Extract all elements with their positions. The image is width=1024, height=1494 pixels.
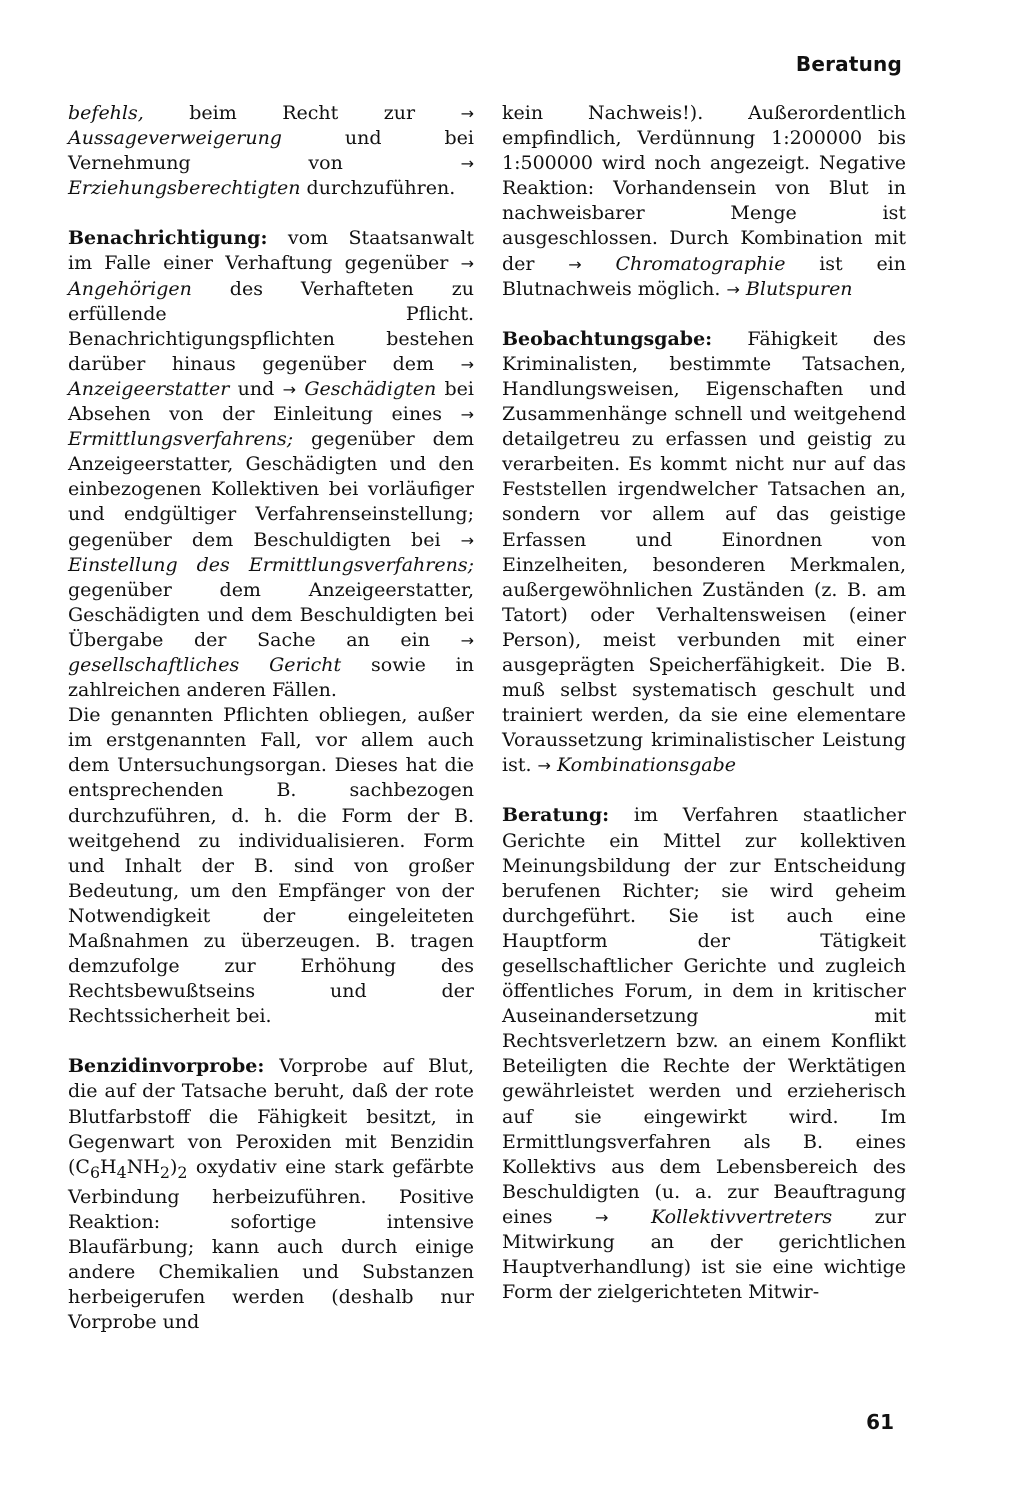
entry-text: im Verfahren staatlicher Gerichte ein Mittel zur kollektiven Meinungsbildung der zur Entscheidung berufenen Richter; sie wird geheim durchgeführt. Sie ist auch eine Hauptform der Tätigkeit gesellschaftlicher Gerichte und zugleich öffentliches Forum, in dem in kritischer Auseinandersetzung mit Rechtsverletzern bzw. an einem Konflikt Beteiligten die Rechte der Werktätigen gewährleistet werden und erzieherisch auf sie eingewirkt wird. Im Ermittlungsverfahren als B. eines Kollektivs aus dem Lebensbereich des Beschuldigten (u. a. zur Beauftragung eines xyxy=(502,804,906,1228)
cross-reference: Erziehungsberechtigten xyxy=(68,177,301,200)
right-column xyxy=(502,101,906,1330)
entry-text: durchzuführen. xyxy=(300,177,456,200)
page-number: 61 xyxy=(866,1410,894,1434)
entry-beobachtungsgabe xyxy=(502,327,906,779)
arrow-icon: → xyxy=(460,405,474,425)
subscript: 2 xyxy=(177,1162,188,1182)
entry-text: Fähigkeit des Kriminalisten, bestimmte Tatsachen, Handlungsweisen, Eigenschaften und Zusammenhänge schnell und weitgehend detailgetreu zu erfassen und geistig zu verarbeiten. Es kommt nicht nur auf das Feststellen irgendwelcher Tatsachen an, sondern vor allem auf das geistige Erfassen und Einordnen von Einzelheiten, besonderen Merkmalen, außergewöhnlichen Zuständen (z. B. am Tatort) oder Verhaltensweisen (einer Person), meist verbunden mit einer ausgeprägten Speicherfähigkeit. Die B. muß selbst systematisch geschult und trainiert werden, da sie eine elementare Voraussetzung kriminalistischer Leistung ist. xyxy=(502,327,906,777)
subscript: 2 xyxy=(159,1162,170,1182)
arrow-icon: → xyxy=(568,254,582,274)
entry-term: Beobachtungsgabe: xyxy=(502,327,713,350)
arrow-icon: → xyxy=(726,279,740,299)
cross-reference: Chromatographie xyxy=(615,252,786,275)
entry-term: Beratung: xyxy=(502,804,610,827)
entry-text: und xyxy=(229,377,283,400)
entry-benzidin-continuation xyxy=(502,101,906,302)
entry-text: sowie in zahlreichen anderen Fällen. xyxy=(68,653,474,702)
entry-benzidinvorprobe xyxy=(68,1054,474,1335)
left-column xyxy=(68,101,474,1360)
arrow-icon: → xyxy=(460,530,474,550)
arrow-icon: → xyxy=(460,354,474,374)
entry-term: Benachrichtigung: xyxy=(68,227,268,250)
entry-paragraph: Die genannten Pflichten obliegen, außer im erstgenannten Fall, vor allem auch dem Untersuchungsorgan. Dieses hat die entsprechenden B. sachbezogen durchzuführen, d. h. die Form der B. weitgehend zu individualisieren. Form und Inhalt der B. sind von großer Bedeutung, um den Empfänger von der Notwendigkeit der eingeleiteten Maßnahmen zu überzeugen. B. tragen demzufolge zur Erhöhung des Rechtsbewußtseins und der Rechtssicherheit bei. xyxy=(68,704,474,1028)
entry-text: gegenüber dem Anzeigeerstatter, Geschädigten und den einbezogenen Kollektiven bei vorläufiger und endgültiger Verfahrenseinstellung; gegenüber dem Beschuldigten bei xyxy=(68,428,474,551)
running-head: Beratung xyxy=(795,52,902,76)
cross-reference: Aussageverweigerung xyxy=(68,127,282,150)
arrow-icon: → xyxy=(460,254,474,274)
entry-text: beim Recht zur xyxy=(143,102,461,124)
entry-text: kein Nachweis!). Außerordentlich empfindlich, Verdünnung 1:200000 bis 1:500000 wird noch angezeigt. Negative Reaktion: Vorhandensein von Blut in nachweisbarer Menge ist ausgeschlossen. Durch Kombination mit der xyxy=(502,102,906,275)
entry-term: Benzidinvorprobe: xyxy=(68,1055,265,1078)
arrow-icon: → xyxy=(460,630,474,650)
arrow-icon: → xyxy=(595,1207,609,1227)
entry-text: zur Mitwirkung an der gerichtlichen Hauptverhandlung) ist sie eine wichtige Form der zielgerichteten Mitwir- xyxy=(502,1205,906,1304)
cross-reference: befehls, xyxy=(68,102,144,124)
cross-reference: Kollektivvertreters xyxy=(650,1205,833,1228)
entry-text: des Verhafteten zu erfüllende Pflicht. Benachrichtigungspflichten bestehen darüber hinaus gegenüber dem xyxy=(68,277,474,375)
entry-text: ist ein Blutnachweis möglich. xyxy=(502,252,906,300)
arrow-icon: → xyxy=(460,154,474,174)
cross-reference: Anzeigeerstatter xyxy=(68,377,230,400)
cross-reference: Ermittlungsverfahrens; xyxy=(68,428,294,451)
cross-reference: Kombinationsgabe xyxy=(557,754,736,777)
arrow-icon: → xyxy=(537,756,551,776)
entry-text: H xyxy=(100,1155,117,1178)
cross-reference: Geschädigten xyxy=(304,377,437,400)
entry-paragraph xyxy=(68,226,474,703)
entry-text: oxydativ eine stark gefärbte Verbindung herbeizuführen. Positive Reaktion: sofortige intensive Blaufärbung; kann auch durch einige andere Chemikalien und Substanzen herbeigerufen werden (deshalb nur Vorprobe und xyxy=(68,1155,474,1334)
entry-continuation xyxy=(68,101,474,201)
cross-reference: Angehörigen xyxy=(68,277,192,300)
cross-reference: Einstellung des Ermittlungsverfahrens; xyxy=(68,553,474,576)
subscript: 6 xyxy=(89,1162,101,1182)
entry-beratung xyxy=(502,803,906,1305)
entry-text: gegenüber dem Anzeigeerstatter, Geschädigten und dem Beschuldigten bei Übergabe der Sache an ein xyxy=(68,578,474,651)
cross-reference: gesellschaftliches Gericht xyxy=(68,653,342,676)
entry-text: ) xyxy=(169,1155,178,1178)
subscript: 4 xyxy=(116,1162,127,1182)
cross-reference: Blutspuren xyxy=(745,277,853,300)
entry-text: vom Staatsanwalt im Falle einer Verhaftung gegenüber xyxy=(68,227,474,275)
entry-benachrichtigung xyxy=(68,226,474,1029)
arrow-icon: → xyxy=(282,379,296,399)
arrow-icon: → xyxy=(460,104,474,123)
entry-text: Vorprobe auf Blut, die auf der Tatsache beruht, daß der rote Blutfarbstoff die Fähigkeit besitzt, in Gegenwart von Peroxiden mit Benzidin (C xyxy=(68,1055,474,1178)
entry-text: NH xyxy=(126,1155,160,1178)
entry-text: bei Absehen von der Einleitung eines xyxy=(68,377,475,426)
entry-text: und bei Vernehmung von xyxy=(68,127,474,175)
